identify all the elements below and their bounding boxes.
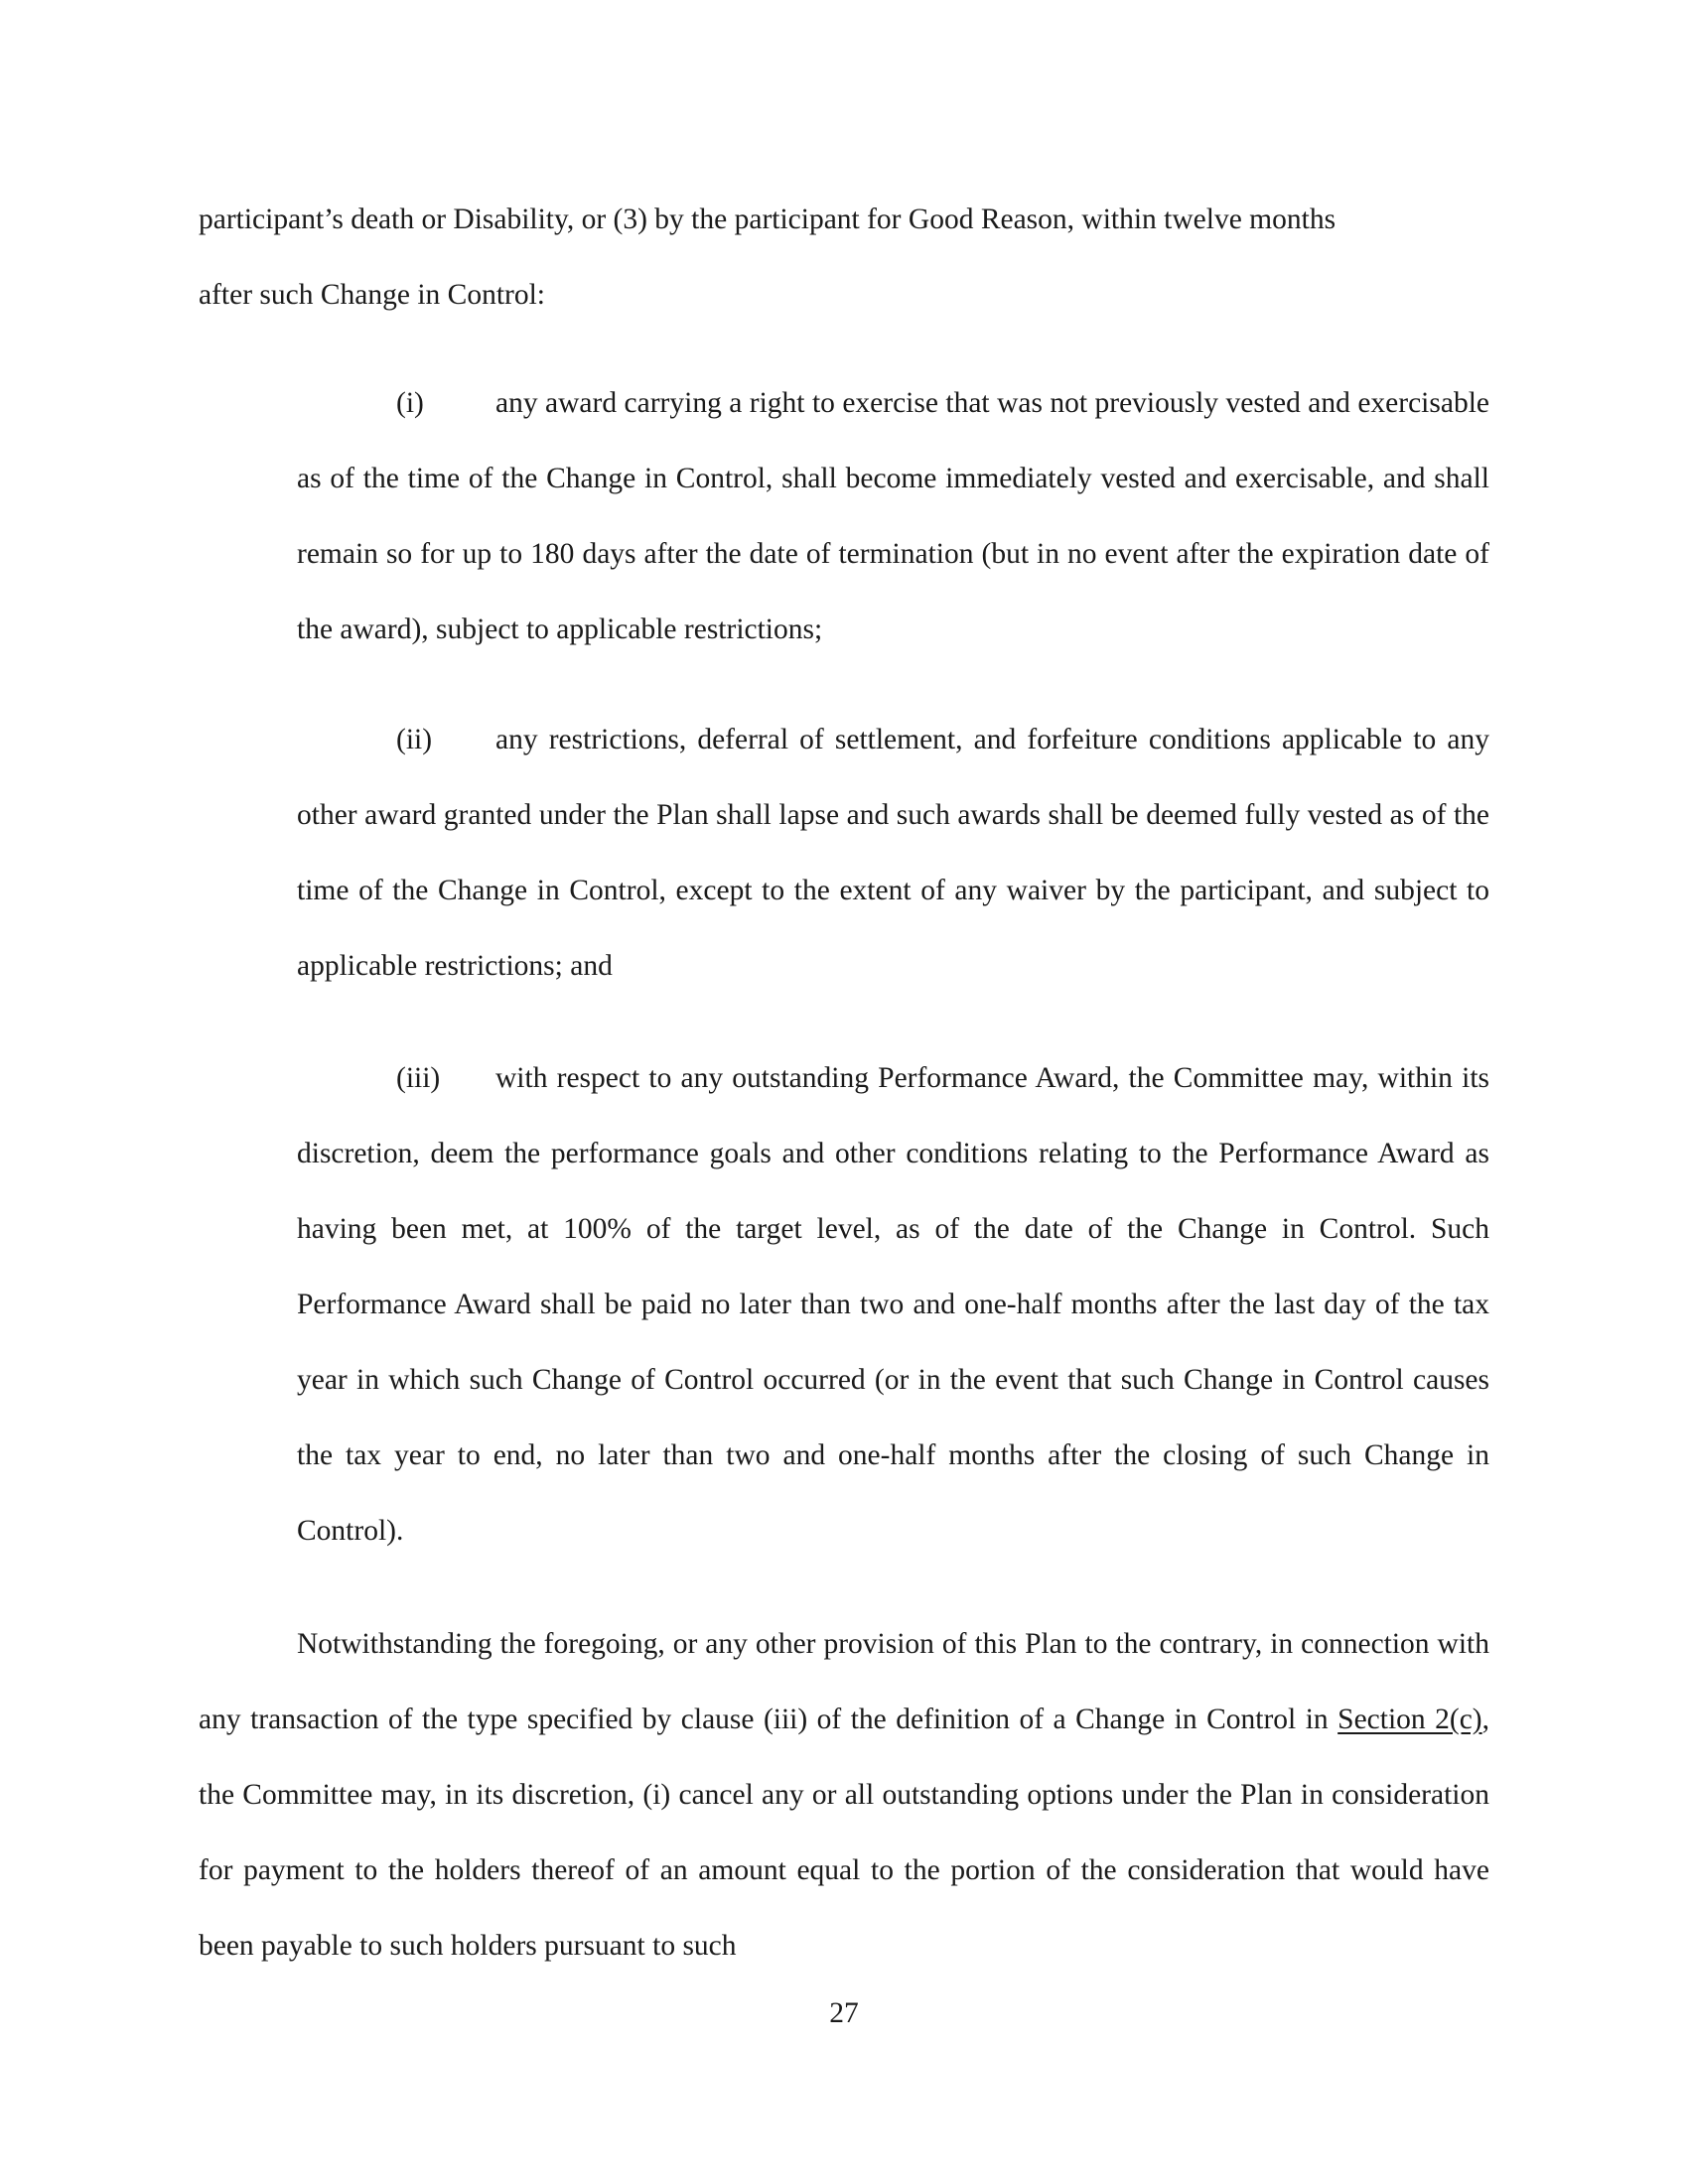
intro-paragraph [199,182,1489,333]
list-item-text: with respect to any outstanding Performance Award, the Committee may, within its discretion, deem the performance goals and other conditions relating to the Performance Award as having been met, at 100% of the target level, as of the date of the Change in Control. Such Performance Award shall be paid no later than two and one-half months after the last day of the tax year in which such Change of Control occurred (or in the event that such Change in Control causes the tax year to end, no later than two and one-half months after the closing of such Change in Control). [297,1062,1489,1547]
list-item-number: (iii) [396,1062,441,1094]
list-item-text: any restrictions, deferral of settlement, and forfeiture conditions applicable to any other award granted under the Plan shall lapse and such awards shall be deemed fully vested as of the time of the Change in Control, except to the extent of any waiver by the participant, and subject to applicable restrictions; and [297,724,1489,982]
list-item-text: any award carrying a right to exercise that was not previously vested and exercisable as of the time of the Change in Control, shall become immediately vested and exercisable, and shall remain so for up to 180 days after the date of termination (but in no event after the expiration date of the award), subject to applicable restrictions; [297,387,1489,645]
list-item-ii [297,702,1489,1004]
list-item-number: (ii) [396,724,433,755]
intro-line-2: after such Change in Control: [199,279,546,311]
list-item-number: (i) [396,387,424,419]
list-item-iii [297,1040,1489,1569]
paragraph-text-end: , the Committee may, in its discretion, (i) cancel any or all outstanding options under the Plan in consideration for payment to the holders thereof of an amount equal to the portion of the consideration that would have been payable to such holders pursuant to such [199,1704,1490,1962]
paragraph-text-start: Notwithstanding the foregoing, or any other provision of this Plan to the contrary, in connection with any transaction of the type specified by clause (iii) of the definition of a Change in Control in [199,1628,1489,1735]
section-reference-link[interactable]: Section 2(c) [1337,1704,1482,1735]
list-item-i [297,365,1489,667]
intro-line-1: participant’s death or Disability, or (3) by the participant for Good Reason, within twelve months [199,204,1336,235]
notwithstanding-paragraph [199,1606,1489,1983]
page-number: 27 [829,1997,859,2029]
